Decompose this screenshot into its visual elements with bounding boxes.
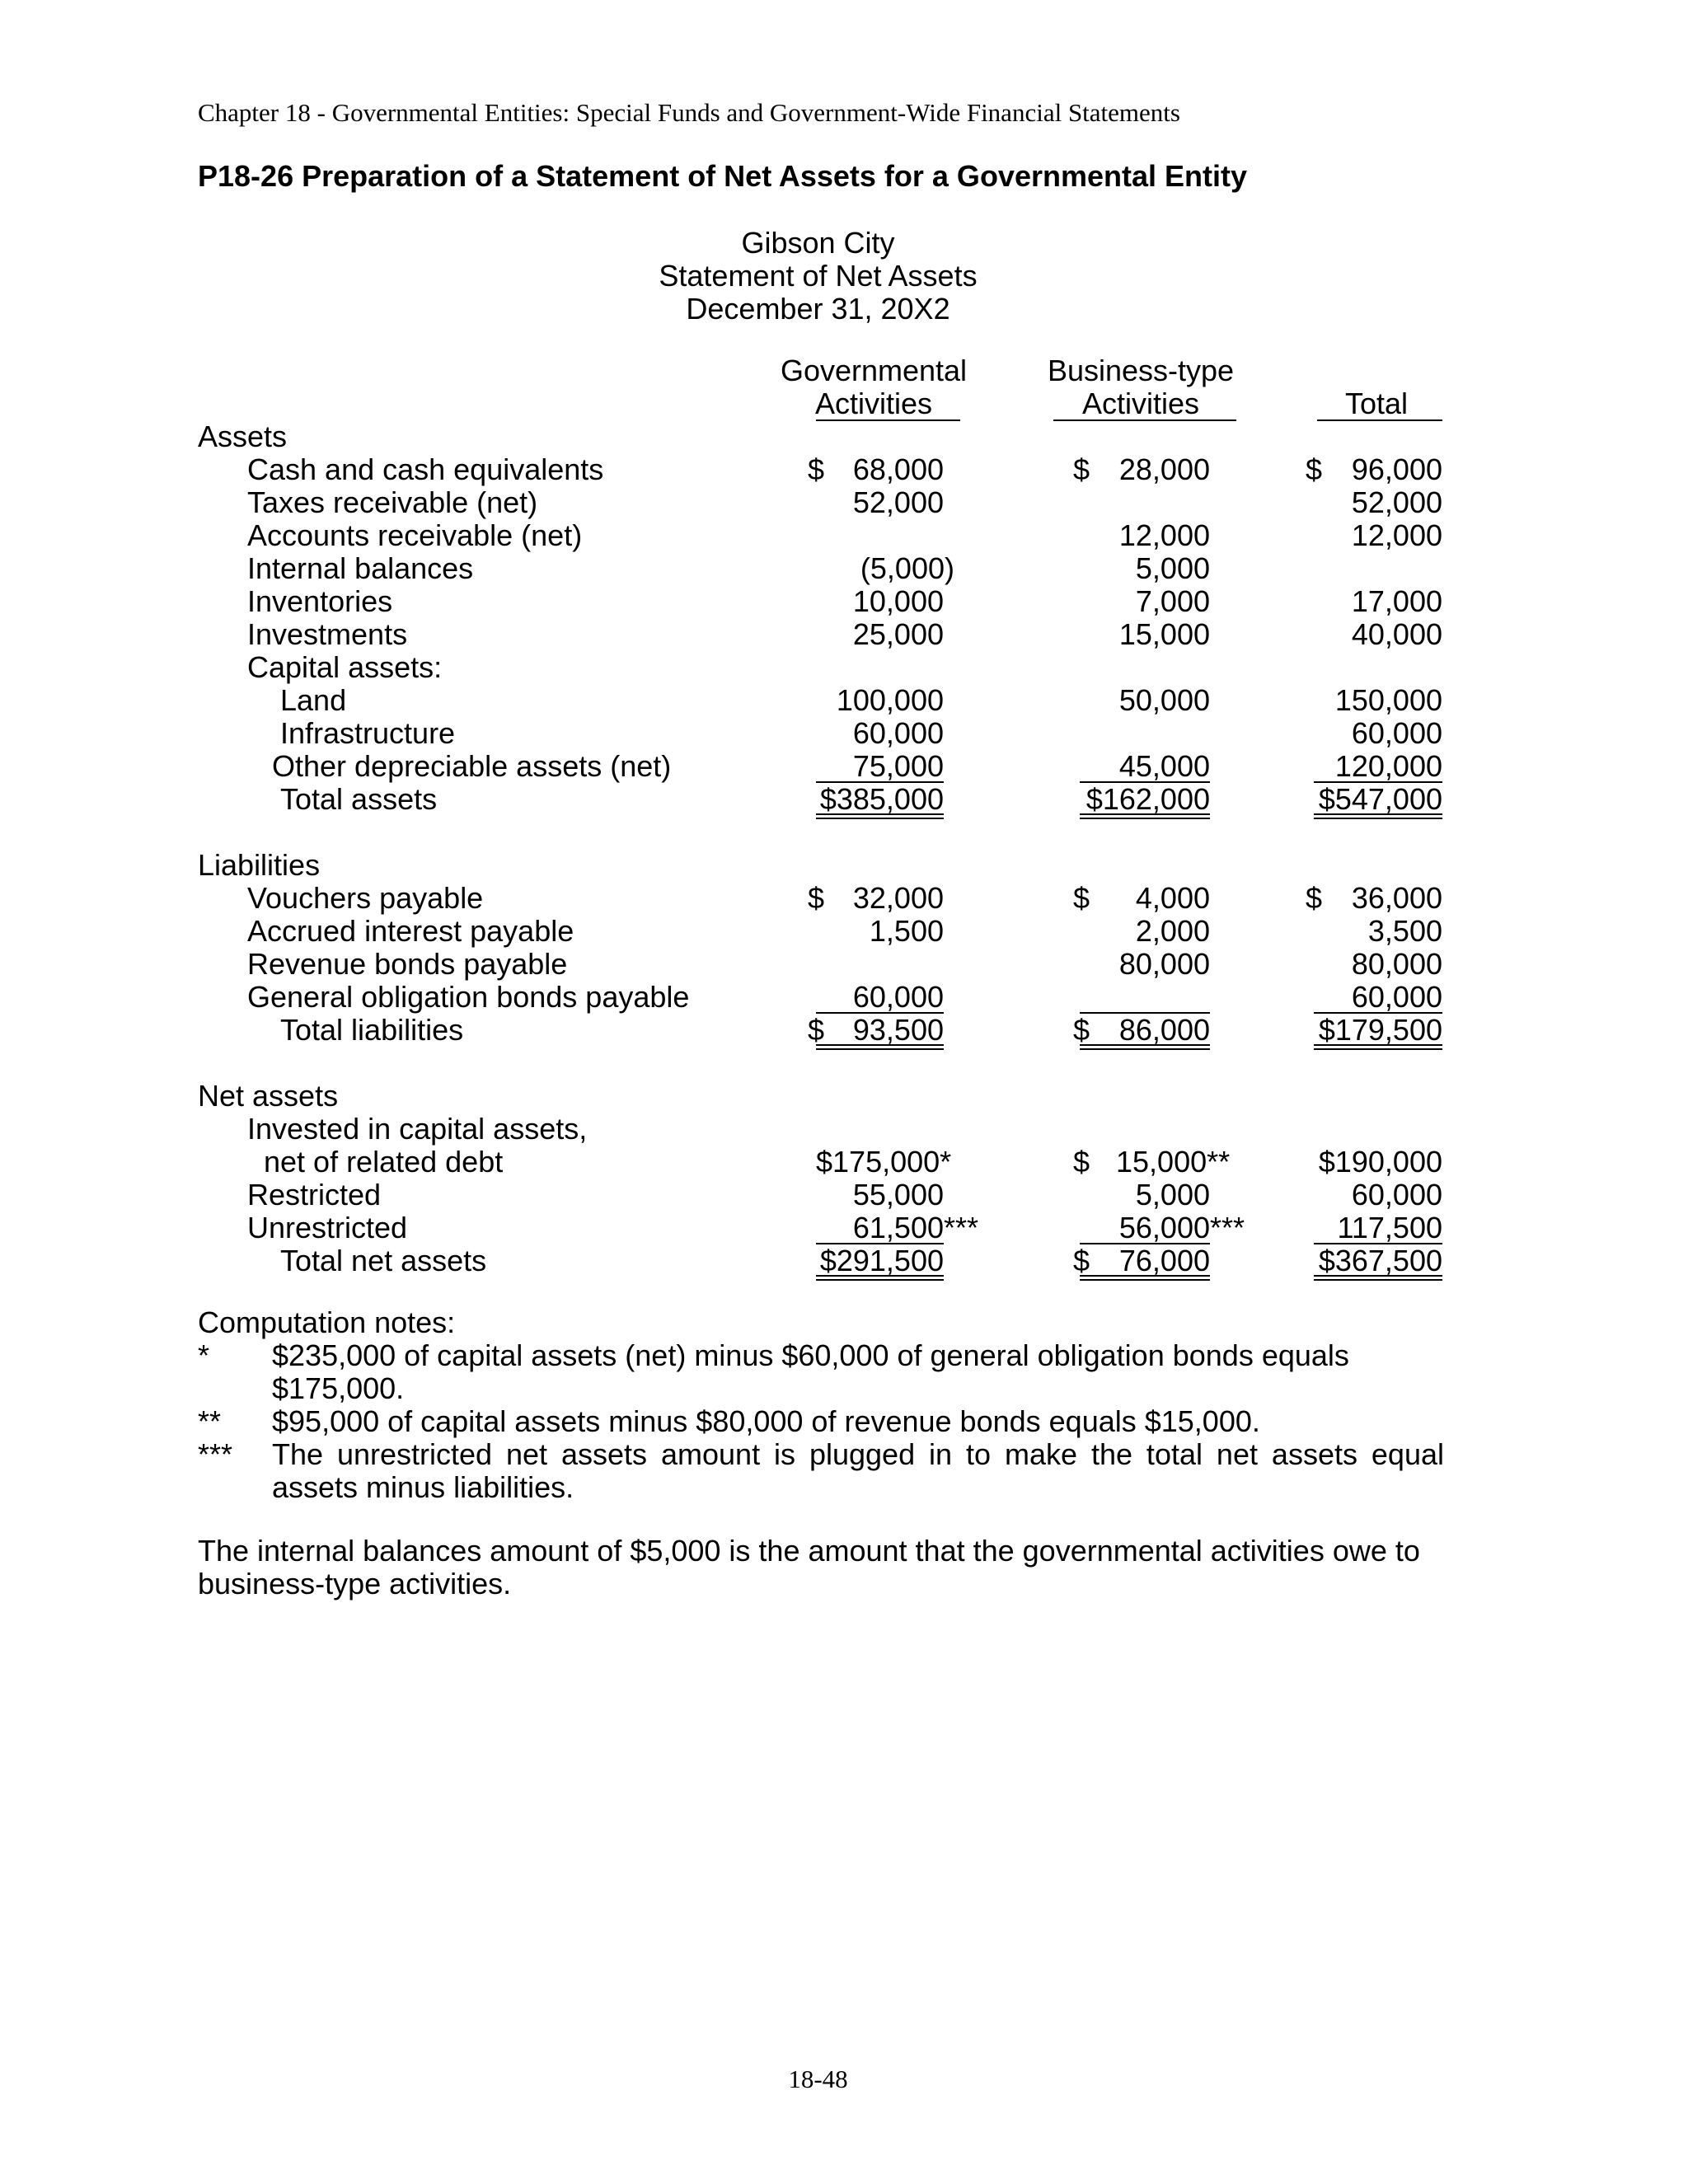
dollar-sign: $ — [1073, 1013, 1090, 1047]
table-row — [0, 552, 1688, 585]
table-row — [0, 486, 1688, 519]
bus-value: 80,000 — [1118, 947, 1210, 981]
col-total-header: Total — [1344, 387, 1409, 420]
col-bus-header-line1: Business-type — [1047, 354, 1235, 387]
bus-value: 2,000 — [1135, 914, 1210, 948]
total-value: 60,000 — [1351, 980, 1442, 1014]
statement-heading — [0, 227, 1636, 326]
gov-value: 25,000 — [852, 617, 944, 651]
gov-value: 75,000 — [852, 749, 944, 783]
closing-paragraph: The internal balances amount of $5,000 is the amount that the governmental activities owe to business-type activities. — [198, 1534, 1420, 1601]
table-row — [0, 519, 1688, 552]
total-value: $179,500 — [1318, 1013, 1442, 1047]
total-total-double-rule — [1314, 1044, 1442, 1050]
gov-value: 10,000 — [852, 584, 944, 618]
table-row — [0, 585, 1688, 618]
total-value: 60,000 — [1351, 1178, 1442, 1212]
note-mark: ** — [198, 1404, 222, 1438]
assets-heading: Assets — [198, 419, 288, 453]
total-value: 60,000 — [1351, 716, 1442, 750]
note-text: $235,000 of capital assets (net) minus $60,000 of general obligation bonds equals $175,000. — [272, 1338, 1349, 1405]
total-value: $190,000 — [1318, 1145, 1442, 1179]
note-item — [198, 1438, 1444, 1504]
gov-value: $291,500 — [819, 1244, 944, 1277]
table-row — [0, 453, 1688, 486]
row-label: Unrestricted — [247, 1211, 408, 1244]
row-label: Infrastructure — [280, 716, 456, 750]
dollar-sign: $ — [1073, 452, 1090, 486]
statement-name: Statement of Net Assets — [659, 259, 978, 293]
gov-value: 68,000 — [852, 452, 944, 486]
note-mark: * — [198, 1338, 210, 1372]
row-label: Internal balances — [247, 551, 474, 585]
bus-value: $162,000 — [1085, 782, 1210, 816]
row-label: Accrued interest payable — [247, 914, 574, 948]
net-assets-heading-row — [0, 1080, 1688, 1113]
dollar-sign: $ — [1306, 881, 1323, 915]
total-value: 17,000 — [1351, 584, 1442, 618]
table-row — [0, 1179, 1688, 1212]
total-value: $367,500 — [1318, 1244, 1442, 1277]
gov-value: $175,000* — [816, 1145, 952, 1179]
note-text: $95,000 of capital assets minus $80,000 of revenue bonds equals $15,000. — [272, 1404, 1260, 1438]
total-value: 150,000 — [1334, 683, 1442, 717]
bus-value: 12,000 — [1118, 518, 1210, 552]
gov-footnote-mark: *** — [944, 1211, 979, 1244]
total-value: 12,000 — [1351, 518, 1442, 552]
gov-value: $385,000 — [819, 782, 944, 816]
row-label: Accounts receivable (net) — [247, 518, 583, 552]
gov-value: 60,000 — [852, 980, 944, 1014]
gov-value: 32,000 — [852, 881, 944, 915]
gov-value: 100,000 — [836, 683, 944, 717]
computation-notes — [198, 1306, 1444, 1504]
total-row — [0, 1244, 1688, 1277]
row-label: Vouchers payable — [247, 881, 484, 915]
net-assets-heading: Net assets — [198, 1079, 339, 1113]
row-label: Total net assets — [280, 1244, 487, 1277]
bus-value: 50,000 — [1118, 683, 1210, 717]
liabilities-heading: Liabilities — [198, 848, 321, 882]
table-row — [0, 717, 1688, 750]
bus-value: 76,000 — [1118, 1244, 1210, 1277]
gov-value: 93,500 — [852, 1013, 944, 1047]
note-text: The unrestricted net assets amount is plugged in to make the total net assets equal assets minus liabilities. — [272, 1437, 1444, 1504]
row-label: General obligation bonds payable — [247, 980, 690, 1014]
problem-title: P18-26 Preparation of a Statement of Net Assets for a Governmental Entity — [198, 159, 1248, 193]
bus-footnote-mark: *** — [1210, 1211, 1245, 1244]
invested-label-row — [0, 1113, 1688, 1146]
total-value: 36,000 — [1351, 881, 1442, 915]
gov-value: 61,500 — [852, 1211, 944, 1244]
table-row — [0, 684, 1688, 717]
row-label: Cash and cash equivalents — [247, 452, 604, 486]
row-label: Land — [280, 683, 347, 717]
note-item — [198, 1339, 1444, 1405]
row-label: Total liabilities — [280, 1013, 464, 1047]
liabilities-heading-row — [0, 849, 1688, 882]
row-label: Inventories — [247, 584, 393, 618]
row-label: Taxes receivable (net) — [247, 485, 538, 519]
page-number: 18-48 — [788, 2064, 848, 2093]
table-row — [0, 915, 1688, 948]
row-label: Total assets — [280, 782, 438, 816]
gov-value: 1,500 — [869, 914, 944, 948]
column-header-row-1 — [0, 354, 1688, 387]
column-header-row-2 — [0, 387, 1688, 420]
table-row — [0, 948, 1688, 981]
table-row — [0, 618, 1688, 651]
bus-value: 7,000 — [1135, 584, 1210, 618]
bus-total-double-rule — [1080, 1275, 1210, 1281]
gov-value: (5,000) — [860, 551, 954, 585]
dollar-sign: $ — [808, 1013, 825, 1047]
gov-total-double-rule — [816, 1044, 944, 1050]
bus-total-double-rule — [1080, 1044, 1210, 1050]
total-total-double-rule — [1314, 1275, 1442, 1281]
table-row — [0, 1212, 1688, 1244]
bus-value: 4,000 — [1135, 881, 1210, 915]
bus-total-double-rule — [1080, 813, 1210, 819]
total-value: 40,000 — [1351, 617, 1442, 651]
total-value: 52,000 — [1351, 485, 1442, 519]
bus-value: 86,000 — [1118, 1013, 1210, 1047]
gov-total-double-rule — [816, 1275, 944, 1281]
bus-value: 28,000 — [1118, 452, 1210, 486]
row-label: net of related debt — [264, 1145, 504, 1179]
table-row — [0, 981, 1688, 1014]
total-value: 3,500 — [1367, 914, 1442, 948]
total-value: 117,500 — [1337, 1211, 1442, 1244]
bus-value: 5,000 — [1135, 551, 1210, 585]
statement-date: December 31, 20X2 — [686, 292, 950, 326]
bus-value: 45,000 — [1118, 749, 1210, 783]
col-gov-header-line2: Activities — [814, 387, 933, 420]
total-row — [0, 1014, 1688, 1047]
table-row — [0, 750, 1688, 783]
gov-value: 55,000 — [852, 1178, 944, 1212]
dollar-sign: $ — [808, 452, 825, 486]
row-label: Restricted — [247, 1178, 382, 1212]
total-value: 96,000 — [1351, 452, 1442, 486]
row-label: Other depreciable assets (net) — [272, 749, 672, 783]
gov-total-double-rule — [816, 813, 944, 819]
table-row — [0, 882, 1688, 915]
capital-assets-heading-row — [0, 651, 1688, 684]
dollar-sign: $ — [808, 881, 825, 915]
total-total-double-rule — [1314, 813, 1442, 819]
note-mark: *** — [198, 1437, 233, 1471]
total-value: $547,000 — [1318, 782, 1442, 816]
note-item — [198, 1405, 1444, 1438]
table-row — [0, 1146, 1688, 1179]
col-bus-header-line2: Activities — [1081, 387, 1200, 420]
row-label: Revenue bonds payable — [247, 947, 568, 981]
entity-name: Gibson City — [741, 226, 895, 260]
notes-heading: Computation notes: — [198, 1305, 456, 1339]
dollar-sign: $ — [1073, 881, 1090, 915]
dollar-sign: $ — [1306, 452, 1323, 486]
col-gov-header-line1: Governmental — [780, 354, 968, 387]
total-value: 120,000 — [1334, 749, 1442, 783]
bus-value: 5,000 — [1135, 1178, 1210, 1212]
total-row — [0, 783, 1688, 816]
gov-value: 52,000 — [852, 485, 944, 519]
row-label: Investments — [247, 617, 408, 651]
capital-assets-heading: Capital assets: — [247, 650, 443, 684]
gov-value: 60,000 — [852, 716, 944, 750]
bus-value: 15,000** — [1116, 1145, 1231, 1179]
dollar-sign: $ — [1073, 1145, 1090, 1179]
chapter-header: Chapter 18 - Governmental Entities: Special Funds and Government-Wide Financial Statements — [198, 98, 1180, 127]
row-label: Invested in capital assets, — [247, 1112, 588, 1146]
total-value: 80,000 — [1351, 947, 1442, 981]
bus-value: 56,000 — [1118, 1211, 1210, 1244]
dollar-sign: $ — [1073, 1244, 1090, 1277]
assets-heading-row — [0, 420, 1688, 453]
bus-value: 15,000 — [1118, 617, 1210, 651]
